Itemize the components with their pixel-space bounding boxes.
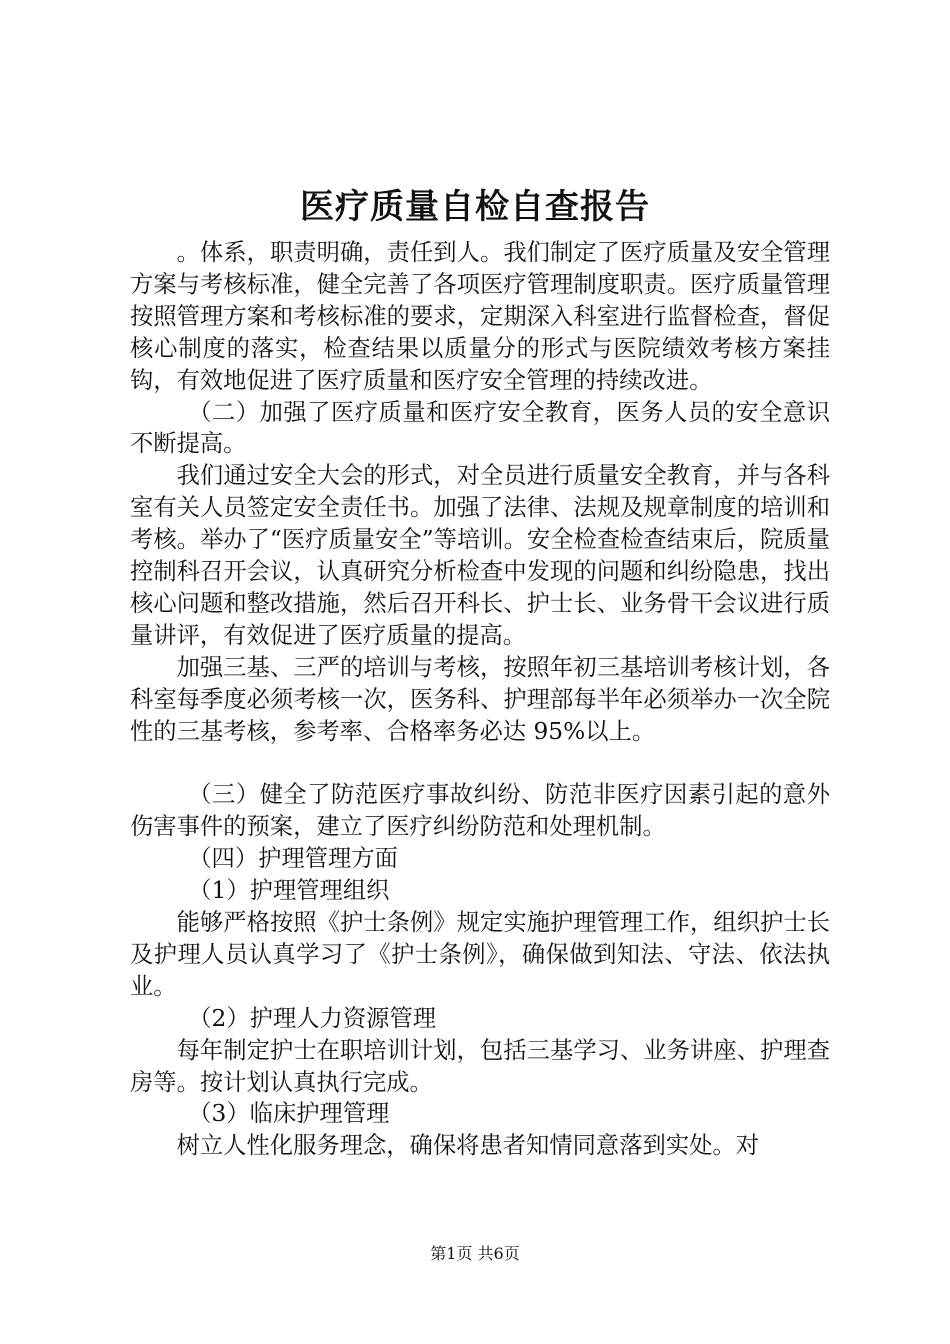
paragraph: 我们通过安全大会的形式，对全员进行质量安全教育，并与各科室有关人员签定安全责任书。加强了法律、法规及规章制度的培训和考核。举办了“医疗质量安全”等培训。安全检查检查结束后，院质量控制科召开会议，认真研究分析检查中发现的问题和纠纷隐患，找出核心问题和整改措施，然后召开科长、护士长、业务骨干会议进行质量讲评，有效促进了医疗质量的提高。: [130, 462, 830, 649]
paragraph: 树立人性化服务理念，确保将患者知情同意落到实处。对: [176, 1132, 760, 1160]
page-title: 医疗质量自检自查报告: [300, 187, 650, 227]
paragraph: （二）加强了医疗质量和医疗安全教育，医务人员的安全意识不断提高。: [130, 398, 830, 458]
paragraph: 每年制定护士在职培训计划，包括三基学习、业务讲座、护理查房等。按计划认真执行完成。: [130, 1036, 830, 1096]
paragraph: （三）健全了防范医疗事故纠纷、防范非医疗因素引起的意外伤害事件的预案，建立了医疗纠纷防范和处理机制。: [130, 781, 830, 841]
paragraph: 。体系，职责明确，责任到人。我们制定了医疗质量及安全管理方案与考核标准，健全完善了各项医疗管理制度职责。医疗质量管理按照管理方案和考核标准的要求，定期深入科室进行监督检查，督促核心制度的落实，检查结果以质量分的形式与医院绩效考核方案挂钩，有效地促进了医疗质量和医疗安全管理的持续改进。: [130, 239, 830, 394]
paragraph-spacer: [130, 748, 830, 780]
paragraph: 能够严格按照《护士条例》规定实施护理管理工作，组织护士长及护理人员认真学习了《护士条例》，确保做到知法、守法、依法执业。: [130, 909, 830, 1000]
paragraph: 加强三基、三严的培训与考核，按照年初三基培训考核计划，各科室每季度必须考核一次，医务科、护理部每半年必须举办一次全院性的三基考核，参考率、合格率务必达 95%以上。: [130, 653, 830, 745]
paragraph: （3）临床护理管理: [188, 1100, 390, 1128]
paragraph: （1）护理管理组织: [188, 877, 390, 905]
paragraph: （四）护理管理方面: [188, 845, 398, 873]
page-footer: 第1页 共6页: [430, 1244, 520, 1263]
paragraph: （2）护理人力资源管理: [188, 1004, 437, 1032]
document-body: [130, 237, 830, 1162]
